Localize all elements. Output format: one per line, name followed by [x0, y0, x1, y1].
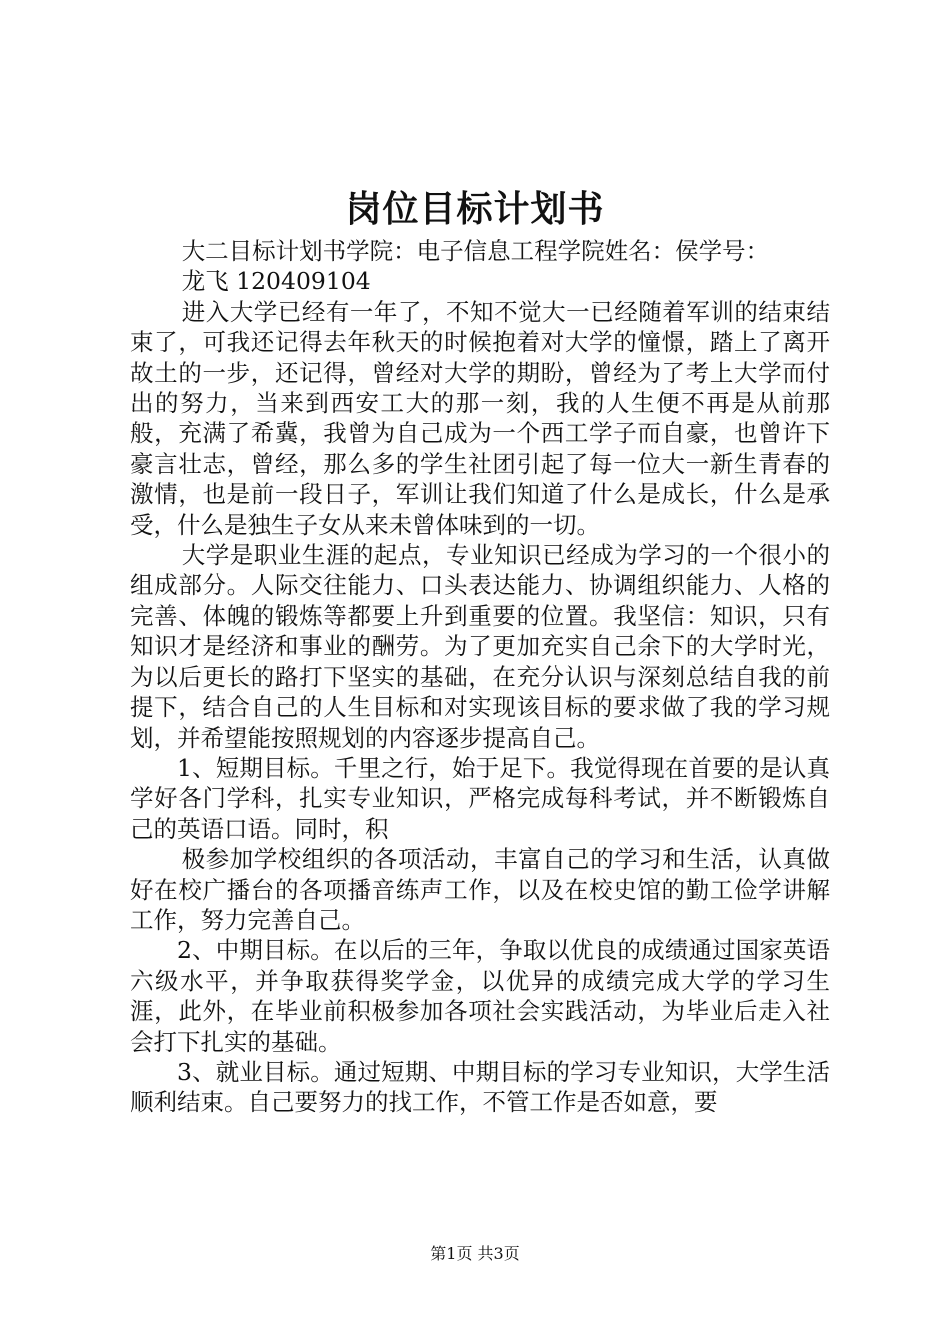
- paragraph-intro: 进入大学已经有一年了，不知不觉大一已经随着军训的结束结束了，可我还记得去年秋天的时候抱着对大学的憧憬，踏上了离开故土的一步，还记得，曾经对大学的期盼，曾经为了考上大学而付出的努力，当来到西安工大的那一刻，我的人生便不再是从前那般，充满了希冀，我曾为自己成为一个西工学子而自豪，也曾许下豪言壮志，曾经，那么多的学生社团引起了每一位大一新生青春的激情，也是前一段日子，军训让我们知道了什么是成长，什么是承受，什么是独生子女从来未曾体味到的一切。: [130, 297, 830, 539]
- document-title: 岗位目标计划书: [345, 188, 605, 230]
- paragraph-short-term-goal: 1、短期目标。千里之行，始于足下。我觉得现在首要的是认真学好各门学科，扎实专业知识，严格完成每科考试，并不断锻炼自己的英语口语。同时，积: [130, 753, 830, 843]
- header-line-2: 龙飞 120409104: [181, 267, 371, 296]
- paragraph-career-start: 大学是职业生涯的起点，专业知识已经成为学习的一个很小的组成部分。人际交往能力、口头表达能力、协调组织能力、人格的完善、体魄的锻炼等都要上升到重要的位置。我坚信：知识，只有知识才是经济和事业的酬劳。为了更加充实自己余下的大学时光，为以后更长的路打下坚实的基础，在充分认识与深刻总结自我的前提下，结合自己的人生目标和对实现该目标的要求做了我的学习规划，并希望能按照规划的内容逐步提高自己。: [130, 541, 830, 752]
- paragraph-mid-term-goal: 2、中期目标。在以后的三年，争取以优良的成绩通过国家英语六级水平，并争取获得奖学金，以优异的成绩完成大学的学习生涯，此外，在毕业前积极参加各项社会实践活动，为毕业后走入社会打下扎实的基础。: [130, 936, 830, 1056]
- paragraph-employment-goal: 3、就业目标。通过短期、中期目标的学习专业知识，大学生活顺利结束。自己要努力的找工作，不管工作是否如意，要: [130, 1057, 830, 1117]
- page-footer: 第1页 共3页: [430, 1244, 520, 1263]
- paragraph-short-term-goal-continued: 极参加学校组织的各项活动，丰富自己的学习和生活，认真做好在校广播台的各项播音练声工作，以及在校史馆的勤工俭学讲解工作，努力完善自己。: [130, 845, 830, 934]
- header-line-1: 大二目标计划书学院：电子信息工程学院姓名：侯学号：: [181, 237, 770, 265]
- document-body: [130, 236, 830, 1118]
